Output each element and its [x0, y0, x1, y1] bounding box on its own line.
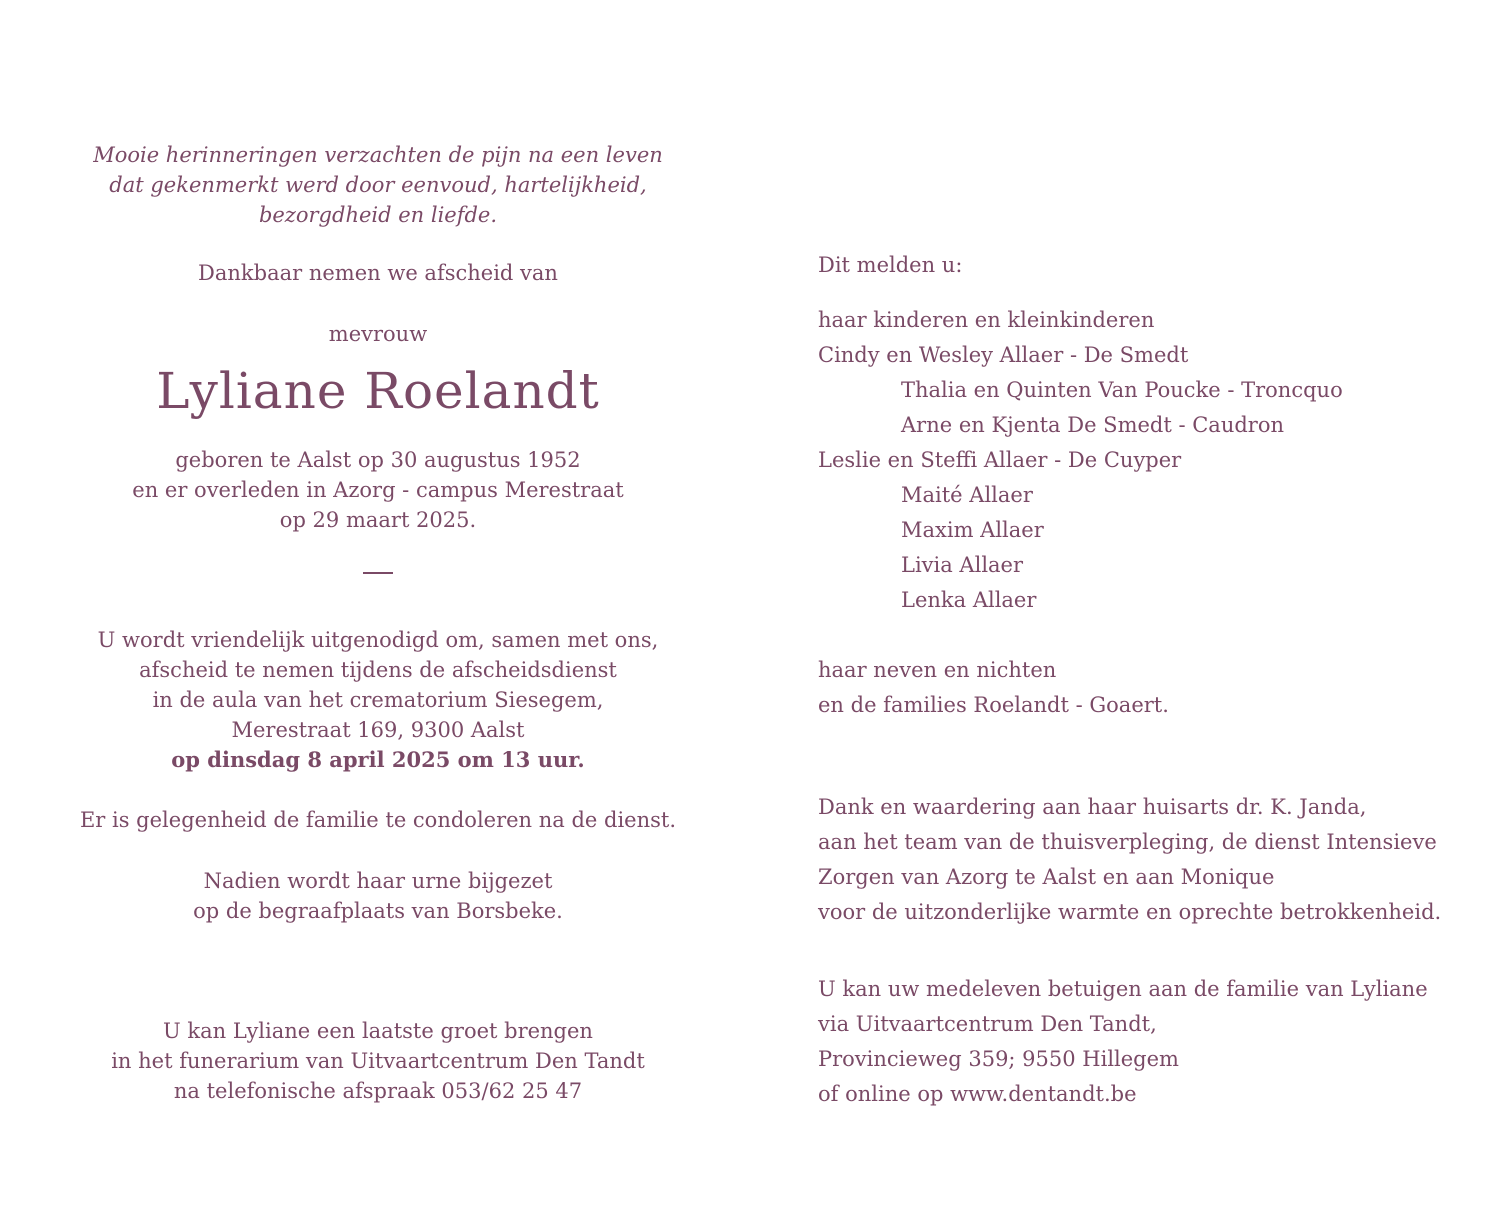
- sympathy-line: Provincieweg 359; 9550 Hillegem: [818, 1047, 1179, 1071]
- quote-line: Mooie herinneringen verzachten de pijn na een leven: [93, 143, 663, 167]
- visit-line: na telefonische afspraak 053/62 25 47: [173, 1079, 583, 1103]
- farewell-intro: Dankbaar nemen we afscheid van: [198, 261, 558, 285]
- list-item: Thalia en Quinten Van Poucke - Troncquo: [901, 378, 1343, 402]
- urn-line: op de begraafplaats van Borsbeke.: [193, 899, 563, 923]
- list-item: Leslie en Steffi Allaer - De Cuyper: [818, 448, 1182, 472]
- service-line: in de aula van het crematorium Siesegem,: [152, 688, 604, 712]
- list-item: Maité Allaer: [901, 483, 1033, 507]
- list-item: en de families Roelandt - Goaert.: [818, 693, 1169, 717]
- list-item: haar kinderen en kleinkinderen: [818, 308, 1155, 332]
- date-line: op 29 maart 2025.: [279, 508, 477, 532]
- thanks-line: voor de uitzonderlijke warmte en oprechte betrokkenheid.: [818, 900, 1442, 924]
- thanks-note: [818, 790, 1441, 930]
- list-item: Cindy en Wesley Allaer - De Smedt: [818, 343, 1189, 367]
- visit-line: in het funerarium van Uitvaartcentrum Den Tandt: [111, 1049, 645, 1073]
- date-line: geboren te Aalst op 30 augustus 1952: [175, 448, 581, 472]
- deceased-name: Lyliane Roelandt: [156, 362, 600, 420]
- quote-line: bezorgdheid en liefde.: [258, 203, 498, 227]
- condolence-note: Er is gelegenheid de familie te condoleren na de dienst.: [79, 808, 677, 832]
- date-line: en er overleden in Azorg - campus Merestraat: [132, 478, 624, 502]
- list-item: Arne en Kjenta De Smedt - Caudron: [901, 413, 1285, 437]
- quote-line: dat gekenmerkt werd door eenvoud, hartelijkheid,: [109, 173, 647, 197]
- announcement-heading: Dit melden u:: [818, 253, 963, 277]
- divider: [363, 572, 393, 574]
- service-date: op dinsdag 8 april 2025 om 13 uur.: [171, 747, 585, 772]
- life-dates: [60, 445, 696, 535]
- sympathy-line: U kan uw medeleven betuigen aan de familie van Lyliane: [818, 977, 1428, 1001]
- service-line: U wordt vriendelijk uitgenodigd om, samen met ons,: [97, 628, 659, 652]
- thanks-line: Zorgen van Azorg te Aalst en aan Monique: [818, 865, 1275, 889]
- memorial-quote: [60, 140, 696, 230]
- thanks-line: aan het team van de thuisverpleging, de dienst Intensieve: [818, 830, 1437, 854]
- sympathy-line: of online op www.dentandt.be: [818, 1082, 1137, 1106]
- urn-note: [60, 866, 696, 926]
- thanks-line: Dank en waardering aan haar huisarts dr. K. Janda,: [818, 795, 1367, 819]
- sympathy-note: [818, 972, 1428, 1112]
- family-list: [818, 303, 1343, 723]
- service-invitation: [60, 625, 696, 775]
- visit-note: [60, 1016, 696, 1106]
- visit-line: U kan Lyliane een laatste groet brengen: [163, 1019, 593, 1043]
- list-item: haar neven en nichten: [818, 658, 1057, 682]
- service-line: afscheid te nemen tijdens de afscheidsdienst: [139, 658, 617, 682]
- honorific: mevrouw: [328, 322, 428, 346]
- list-item: Maxim Allaer: [901, 518, 1044, 542]
- list-item: Lenka Allaer: [901, 588, 1037, 612]
- urn-line: Nadien wordt haar urne bijgezet: [203, 869, 553, 893]
- service-line: Merestraat 169, 9300 Aalst: [231, 718, 525, 742]
- list-spacer: [818, 618, 1343, 653]
- sympathy-line: via Uitvaartcentrum Den Tandt,: [818, 1012, 1157, 1036]
- list-item: Livia Allaer: [901, 553, 1024, 577]
